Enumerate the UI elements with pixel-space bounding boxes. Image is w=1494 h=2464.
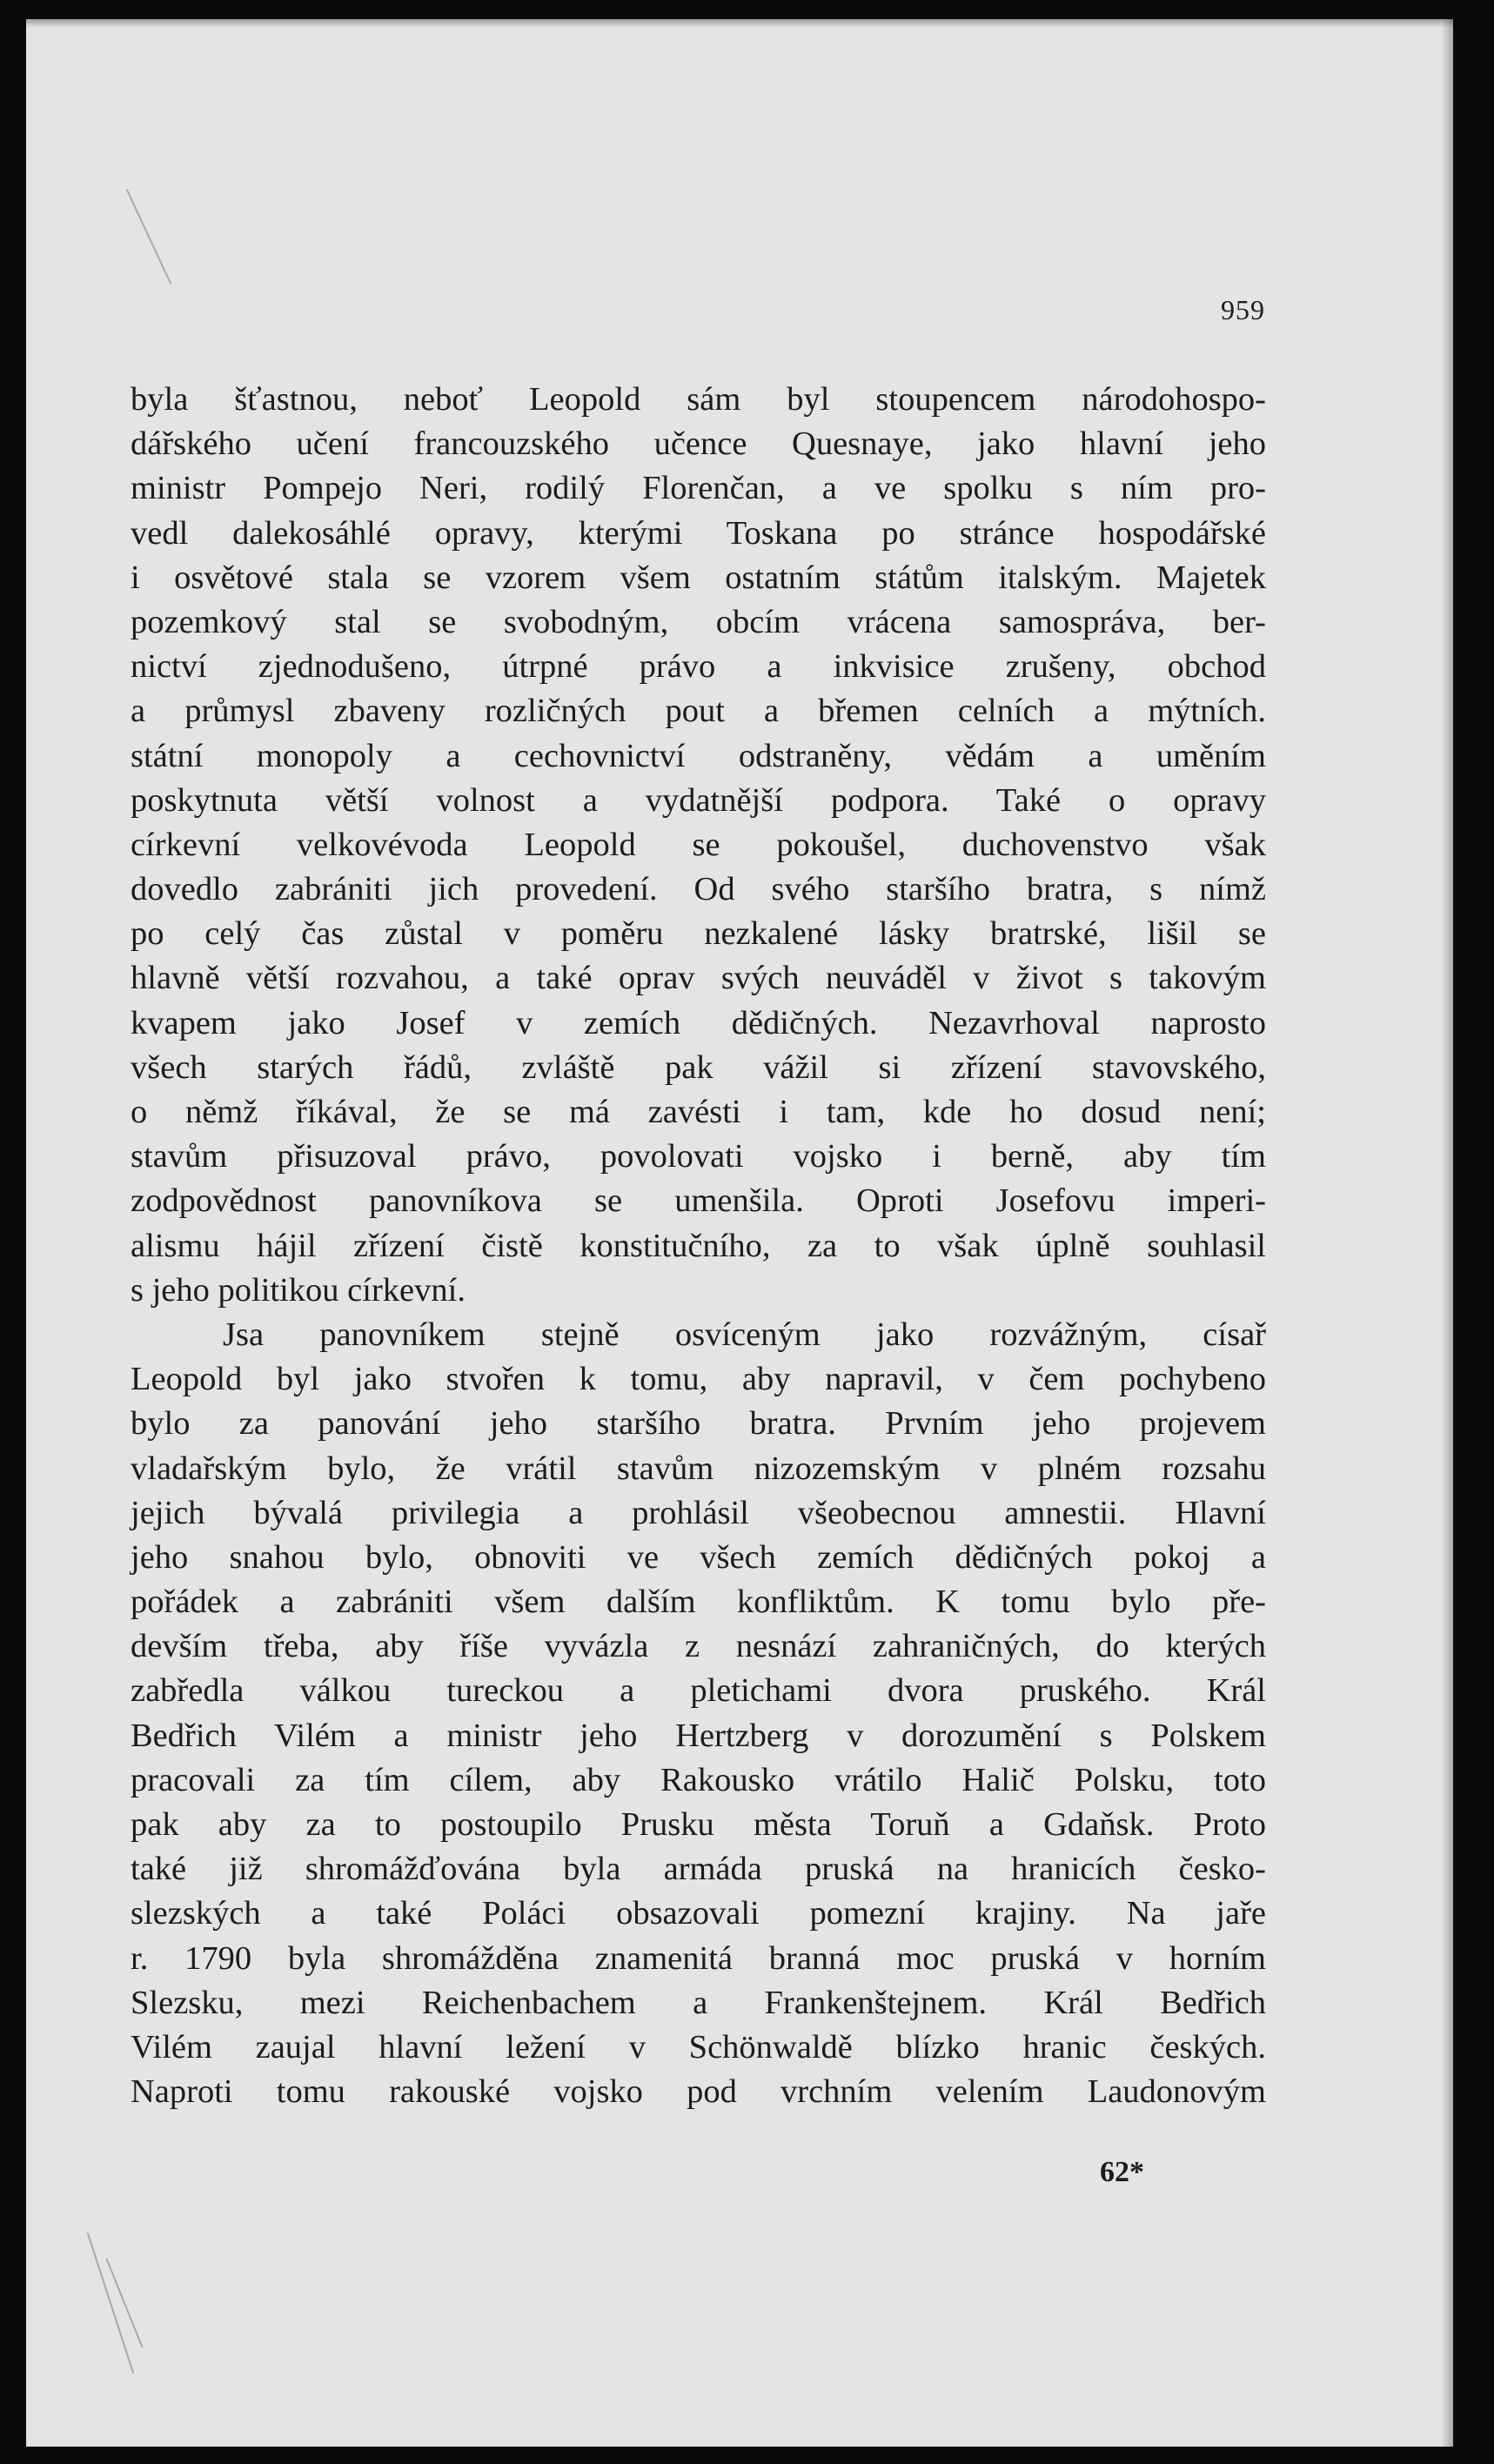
signature-mark: 62* [1100, 2156, 1144, 2188]
text-line: bylo za panování jeho staršího bratra. Prvním jeho projevem [131, 1405, 1266, 1443]
scan-edge-shadow [1441, 19, 1453, 2447]
text-line: Naproti tomu rakouské vojsko pod vrchním velením Laudonovým [131, 2073, 1266, 2111]
text-line: alismu hájil zřízení čistě konstitučního, za to však úplně souhlasil [131, 1227, 1266, 1264]
text-line: devším třeba, aby říše vyvázla z nesnází zahraničných, do kterých [131, 1628, 1266, 1665]
text-line: poskytnuta větší volnost a vydatnější podpora. Také o opravy [131, 781, 1266, 819]
text-line: jeho snahou bylo, obnoviti ve všech zemích dědičných pokoj a [131, 1538, 1266, 1576]
text-line: vladařským bylo, že vrátil stavům nizozemským v plném rozsahu [131, 1450, 1266, 1487]
text-line: Bedřich Vilém a ministr jeho Hertzberg v dorozumění s Polskem [131, 1717, 1266, 1754]
text-line: byla šťastnou, neboť Leopold sám byl stoupencem národohospo- [131, 381, 1266, 418]
scan-mark [126, 189, 172, 285]
text-line: Vilém zaujal hlavní ležení v Schönwaldě blízko hranic českých. [131, 2028, 1266, 2066]
text-line: pořádek a zabrániti všem dalším konfliktům. K tomu bylo pře- [131, 1584, 1266, 1621]
scan-mark [87, 2233, 134, 2374]
text-line: slezských a také Poláci obsazovali pomezní krajiny. Na jaře [131, 1895, 1266, 1932]
text-line: všech starých řádů, zvláště pak vážil si zřízení stavovského, [131, 1048, 1266, 1086]
text-line: Jsa panovníkem stejně osvíceným jako rozvážným, císař [223, 1316, 1266, 1353]
text-line: Slezsku, mezi Reichenbachem a Frankenštejnem. Král Bedřich [131, 1984, 1266, 2021]
text-line: po celý čas zůstal v poměru nezkalené lásky bratrské, lišil se [131, 915, 1266, 953]
text-line: Leopold byl jako stvořen k tomu, aby napravil, v čem pochybeno [131, 1361, 1266, 1398]
text-line: zabředla válkou tureckou a pletichami dvora pruského. Král [131, 1672, 1266, 1710]
text-line: nictví zjednodušeno, útrpné právo a inkvisice zrušeny, obchod [131, 648, 1266, 686]
text-line: i osvětové stala se vzorem všem ostatním státům italským. Majetek [131, 559, 1266, 596]
text-line: dářského učení francouzského učence Quesnaye, jako hlavní jeho [131, 425, 1266, 463]
text-line: stavům přisuzoval právo, povolovati vojsko i berně, aby tím [131, 1138, 1266, 1175]
text-line: s jeho politikou církevní. [131, 1271, 466, 1309]
text-line: ministr Pompejo Neri, rodilý Florenčan, a ve spolku s ním pro- [131, 470, 1266, 507]
text-line: pak aby za to postoupilo Prusku města Toruň a Gdaňsk. Proto [131, 1806, 1266, 1843]
page-number: 959 [1221, 294, 1265, 325]
text-line: státní monopoly a cechovnictví odstraněny, vědám a uměním [131, 737, 1266, 774]
text-line: také již shromážďována byla armáda pruská na hranicích česko- [131, 1851, 1266, 1888]
text-line: vedl dalekosáhlé opravy, kterými Toskana po stránce hospodářské [131, 514, 1266, 552]
text-line: pracovali za tím cílem, aby Rakousko vrátilo Halič Polsku, toto [131, 1761, 1266, 1798]
text-line: r. 1790 byla shromážděna znamenitá branná moc pruská v horním [131, 1939, 1266, 1977]
text-line: kvapem jako Josef v zemích dědičných. Nezavrhoval naprosto [131, 1004, 1266, 1041]
body-text [131, 378, 1266, 2114]
book-page [26, 19, 1453, 2447]
text-line: hlavně větší rozvahou, a také oprav svých neuváděl v život s takovým [131, 960, 1266, 997]
text-line: zodpovědnost panovníkova se umenšila. Oproti Josefovu imperi- [131, 1182, 1266, 1220]
text-line: jejich bývalá privilegia a prohlásil všeobecnou amnestii. Hlavní [131, 1494, 1266, 1531]
text-line: církevní velkovévoda Leopold se pokoušel, duchovenstvo však [131, 826, 1266, 863]
text-line: pozemkový stal se svobodným, obcím vrácena samospráva, ber- [131, 603, 1266, 640]
text-line: o němž říkával, že se má zavésti i tam, kde ho dosud není; [131, 1094, 1266, 1130]
scan-top-shadow [26, 19, 1453, 28]
text-line: dovedlo zabrániti jich provedení. Od svého staršího bratra, s nímž [131, 871, 1266, 908]
text-line: a průmysl zbaveny rozličných pout a břemen celních a mýtních. [131, 693, 1266, 730]
